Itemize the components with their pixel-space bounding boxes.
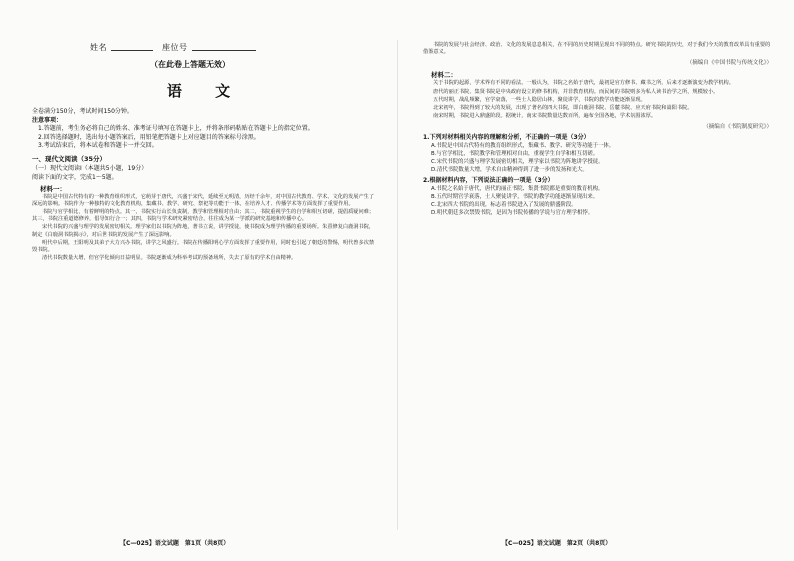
question-1-option: D.清代书院数量大增，学术自由精神得到了进一步的发扬和光大。 bbox=[431, 167, 588, 174]
section-subtitle: （一）现代文阅读Ⅰ（本题共5小题，19分） bbox=[32, 164, 148, 172]
seat-label: 座位号 bbox=[162, 43, 188, 52]
section-instruction: 阅读下面的文字，完成1～5题。 bbox=[32, 173, 118, 181]
passage-paragraph: 北宋初年，书院得到了较大的发展，出现了著名的四大书院，即白鹿洞书院、岳麓书院、应天府书院和嵩阳书院。 bbox=[433, 105, 693, 112]
passage-paragraph: 书院是中国古代特有的一种教育组织形式，它萌芽于唐代，兴盛于宋代，延续至元明清，历经千余年，对中国古代教育、学术、文化的发展产生了深远的影响。书院作为一种独特的文化教育机构，集藏书、教学、研究、祭祀等功能于一体，在培养人才、传播学术等方面发挥了重要作用。 bbox=[32, 193, 375, 207]
notes-title: 注意事项： bbox=[32, 117, 63, 124]
passage-paragraph: 唐代的丽正书院、集贤书院是中央政府设立的修书机构，并非教育机构。而民间的书院则多为私人读书治学之所，规模较小。 bbox=[433, 88, 719, 95]
source-citation-1: （摘编自《中国书院与传统文化》） bbox=[686, 60, 772, 67]
note-item: 1.答题前，考生务必将自己的姓名、准考证号填写在答题卡上，并将条形码粘贴在答题卡上的指定位置。 bbox=[38, 125, 314, 132]
question-1-option: C.宋代书院的兴盛与理学发展密切相关，理学家以书院为阵地讲学授徒。 bbox=[431, 159, 604, 166]
name-blank bbox=[111, 50, 153, 51]
footer-page-2: 【C—025】语文试题 第2页（共8页） bbox=[502, 540, 612, 547]
question-1-stem: 1.下列对材料相关内容的理解和分析，不正确的一项是（3分） bbox=[423, 134, 590, 142]
passage-paragraph: 明代中后期，王阳明及其弟子大力兴办书院，讲学之风盛行。书院在传播阳明心学方面发挥了重要作用，同时也引起了朝廷的警惕，明代曾多次禁毁书院。 bbox=[32, 239, 375, 253]
section-title: 一、现代文阅读（35分） bbox=[32, 154, 107, 163]
question-1-option: B.与官学相比，书院教学和管理相对自由，重视学生自学和相互切磋。 bbox=[431, 151, 599, 158]
material-1-label: 材料一： bbox=[40, 184, 66, 193]
question-2-option: A.书院之名始于唐代，唐代的丽正书院、集贤书院都是重要的教育机构。 bbox=[431, 186, 604, 193]
note-item: 3.考试结束后，将本试卷和答题卡一并交回。 bbox=[38, 142, 158, 149]
material-2-label: 材料二： bbox=[431, 71, 457, 80]
passage-paragraph: 关于书院的起源，学术界有不同的看法。一般认为，书院之名始于唐代，最初是官方修书、藏书之所，后来才逐渐演变为教学机构。 bbox=[433, 80, 734, 87]
passage-paragraph: 五代时期，战乱频繁，官学衰落，一些士人隐居山林，聚徒讲学，书院的教学功能逐渐显现。 bbox=[433, 96, 646, 103]
name-label: 姓名 bbox=[90, 43, 107, 52]
source-citation-2: （摘编自《书院制度研究》） bbox=[703, 124, 772, 131]
page-right bbox=[397, 0, 794, 561]
subject-title: 语 文 bbox=[166, 82, 245, 100]
question-2-option: C.北宋四大书院的出现，标志着书院进入了发展的鼎盛阶段。 bbox=[431, 202, 577, 209]
passage-paragraph: 书院与官学相比，有着鲜明的特点。其一，书院实行山长负责制，教学和管理相对自由；其二，书院重视学生的自学和相互切磋，提倡质疑问难；其三，书院注重道德修养，倡导知行合一；其四，书院与学术研究紧密结合，往往成为某一学派的研究基地和传播中心。 bbox=[32, 208, 375, 223]
question-1-option: A.书院是中国古代特有的教育组织形式，集藏书、教学、研究等功能于一体。 bbox=[431, 143, 615, 150]
passage-paragraph: 清代书院数量大增，但官学化倾向日益明显。书院逐渐成为科举考试的预备场所，失去了原有的学术自由精神。 bbox=[42, 255, 297, 262]
question-2-option: D.明代朝廷多次禁毁书院，是因为书院传播的学说与官方理学相悖。 bbox=[431, 210, 594, 217]
question-2-option: B.五代时期官学衰落，士人聚徒讲学，书院的教学功能逐渐显现出来。 bbox=[431, 194, 599, 201]
seat-blank bbox=[192, 50, 256, 51]
footer-page-1: 【C—025】语文试题 第1页（共8页） bbox=[120, 540, 230, 547]
no-answer-notice: （在此卷上答题无效） bbox=[150, 60, 230, 69]
note-item: 2.回答选择题时，选出每小题答案后，用铅笔把答题卡上对应题目的答案标号涂黑。 bbox=[38, 133, 260, 141]
passage-paragraph: 宋代书院的兴盛与理学的发展密切相关。理学家们以书院为阵地，著书立说，讲学授徒，使书院成为理学传播的重要场所。朱熹修复白鹿洞书院，制定《白鹿洞书院揭示》，对后世书院的发展产生了深远影响。 bbox=[32, 224, 375, 238]
question-2-stem: 2.根据材料内容，下列说法正确的一项是（3分） bbox=[423, 177, 554, 185]
score-time: 全卷满分150分，考试时间150分钟。 bbox=[32, 108, 133, 115]
passage-paragraph: 书院的发展与社会经济、政治、文化的发展息息相关，在不同的历史时期呈现出不同的特点。研究书院的历史，对于我们今天的教育改革具有重要的借鉴意义。 bbox=[423, 42, 771, 56]
passage-paragraph: 南宋时期，书院进入鼎盛阶段。据统计，南宋书院数量达数百所，遍布全国各地，学术氛围浓厚。 bbox=[433, 113, 657, 120]
candidate-info-row bbox=[90, 42, 379, 53]
